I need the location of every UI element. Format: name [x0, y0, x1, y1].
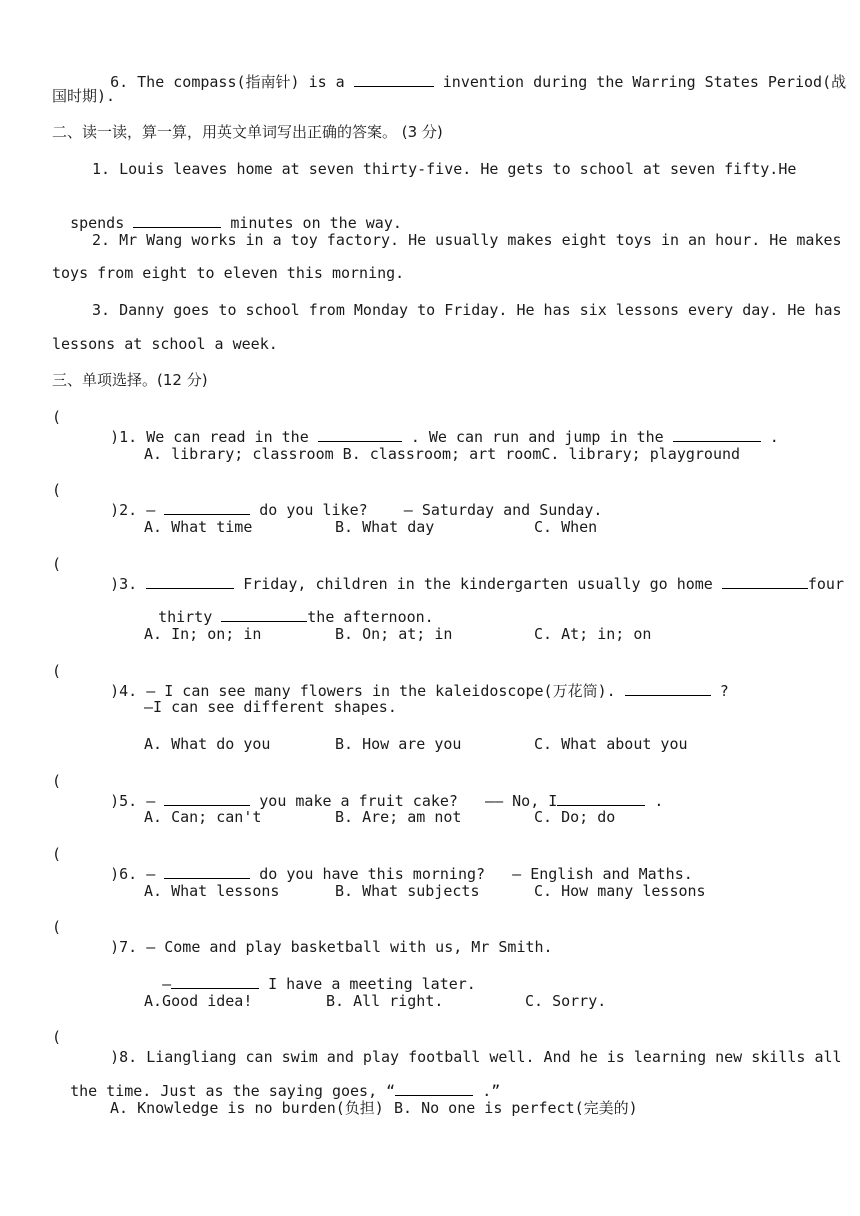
option-a[interactable]: A. Knowledge is no burden(负担) [110, 1099, 384, 1117]
option-b[interactable]: B. Are; am not [335, 808, 462, 826]
option-c[interactable]: C. Sorry. [525, 992, 607, 1010]
option-c[interactable]: C. What about you [534, 735, 688, 753]
question-number: )3. [110, 575, 138, 593]
question-text: the afternoon. [307, 608, 434, 626]
question-text: — [146, 792, 156, 810]
answer-paren[interactable]: ( [52, 555, 62, 573]
question-text: We can read in the [146, 428, 309, 446]
option-a[interactable]: A. What time [144, 518, 253, 536]
question-line [144, 954, 476, 994]
question-text: four [807, 575, 844, 593]
question-text: Friday, children in the kindergarten usually go home [243, 575, 713, 593]
question-text: . We can run and jump in the [410, 428, 664, 446]
answer-blank[interactable] [354, 72, 434, 87]
question-line [92, 661, 729, 701]
question-text: — Come and play basketball with us, Mr Smith. [146, 938, 553, 956]
question-line: toys from eight to eleven this morning. [52, 264, 405, 282]
options-line: A. library; classroom B. classroom; art roomC. library; playground [144, 445, 741, 463]
question-number: )2. [110, 501, 138, 519]
question-text: do you have this morning? — English and Maths. [259, 865, 693, 883]
question-text: ? [719, 682, 729, 700]
section-heading: 二、读一读，算一算，用英文单词写出正确的答案。 (3 分) [52, 123, 443, 141]
question-line: 国时期). [52, 87, 116, 105]
answer-blank[interactable] [722, 574, 808, 589]
question-number: )4. [110, 682, 138, 700]
option-a[interactable]: A. In; on; in [144, 625, 262, 643]
question-line [92, 52, 846, 92]
question-text: — [146, 501, 156, 519]
question-line: 1. Louis leaves home at seven thirty-five. He gets to school at seven fifty.He [92, 160, 797, 178]
question-text: — I can see many flowers in the kaleidoscope(万花筒). [146, 682, 616, 700]
option-b[interactable]: B. No one is perfect(完美的) [394, 1099, 638, 1117]
question-text: .” [482, 1082, 501, 1100]
question-text: Liangliang can swim and play football well. And he is learning new skills all [146, 1048, 842, 1066]
answer-paren[interactable]: ( [52, 408, 62, 426]
option-b[interactable]: B. What subjects [335, 882, 480, 900]
option-a[interactable]: A. What do you [144, 735, 271, 753]
question-line [92, 407, 779, 447]
answer-paren[interactable]: ( [52, 481, 62, 499]
option-c[interactable]: C. At; in; on [534, 625, 652, 643]
option-c[interactable]: C. How many lessons [534, 882, 706, 900]
option-a[interactable]: A.Good idea! [144, 992, 253, 1010]
option-b[interactable]: B. On; at; in [335, 625, 453, 643]
question-number: )6. [110, 865, 138, 883]
question-text: I have a meeting later. [268, 975, 476, 993]
question-line [92, 917, 553, 957]
section-heading: 三、单项选择。(12 分) [52, 371, 208, 389]
option-c[interactable]: C. Do; do [534, 808, 616, 826]
question-text: 6. The compass(指南针) is a [110, 73, 345, 91]
answer-blank[interactable] [557, 791, 645, 806]
question-text: minutes on the way. [230, 214, 402, 232]
question-text: . [654, 792, 664, 810]
answer-blank[interactable] [625, 681, 711, 696]
option-b[interactable]: B. All right. [326, 992, 444, 1010]
question-line [140, 587, 434, 627]
answer-blank[interactable] [133, 213, 221, 228]
answer-paren[interactable]: ( [52, 918, 62, 936]
answer-blank[interactable] [395, 1081, 473, 1096]
question-line [92, 771, 663, 811]
question-text: — [162, 975, 172, 993]
answer-blank[interactable] [164, 791, 250, 806]
question-line: —I can see different shapes. [144, 698, 397, 716]
answer-blank[interactable] [164, 500, 250, 515]
answer-paren[interactable]: ( [52, 1028, 62, 1046]
question-number: )5. [110, 792, 138, 810]
option-a[interactable]: A. What lessons [144, 882, 280, 900]
answer-blank[interactable] [318, 427, 402, 442]
question-text: . [769, 428, 779, 446]
question-line [52, 1061, 500, 1101]
question-text: spends [70, 214, 125, 232]
option-b[interactable]: B. What day [335, 518, 435, 536]
question-line [92, 480, 602, 520]
question-text: thirty [158, 608, 213, 626]
question-line: 3. Danny goes to school from Monday to Friday. He has six lessons every day. He has [92, 301, 842, 319]
question-text: invention during the Warring States Period(战 [442, 73, 847, 91]
answer-paren[interactable]: ( [52, 772, 62, 790]
option-c[interactable]: C. When [534, 518, 598, 536]
answer-blank[interactable] [171, 974, 259, 989]
question-number: )1. [110, 428, 138, 446]
question-line [52, 193, 402, 233]
question-line [92, 844, 693, 884]
option-a[interactable]: A. Can; can't [144, 808, 262, 826]
question-text: the time. Just as the saying goes, “ [70, 1082, 396, 1100]
answer-paren[interactable]: ( [52, 662, 62, 680]
question-line: lessons at school a week. [52, 335, 278, 353]
answer-blank[interactable] [673, 427, 761, 442]
answer-blank[interactable] [164, 864, 250, 879]
question-text: do you like? — Saturday and Sunday. [259, 501, 603, 519]
question-text: you make a fruit cake? —— No, I [259, 792, 558, 810]
question-text: — [146, 865, 156, 883]
question-line: 2. Mr Wang works in a toy factory. He usually makes eight toys in an hour. He makes [92, 231, 842, 249]
answer-paren[interactable]: ( [52, 845, 62, 863]
answer-blank[interactable] [221, 607, 307, 622]
option-b[interactable]: B. How are you [335, 735, 462, 753]
question-number: )8. [110, 1048, 138, 1066]
question-number: )7. [110, 938, 138, 956]
